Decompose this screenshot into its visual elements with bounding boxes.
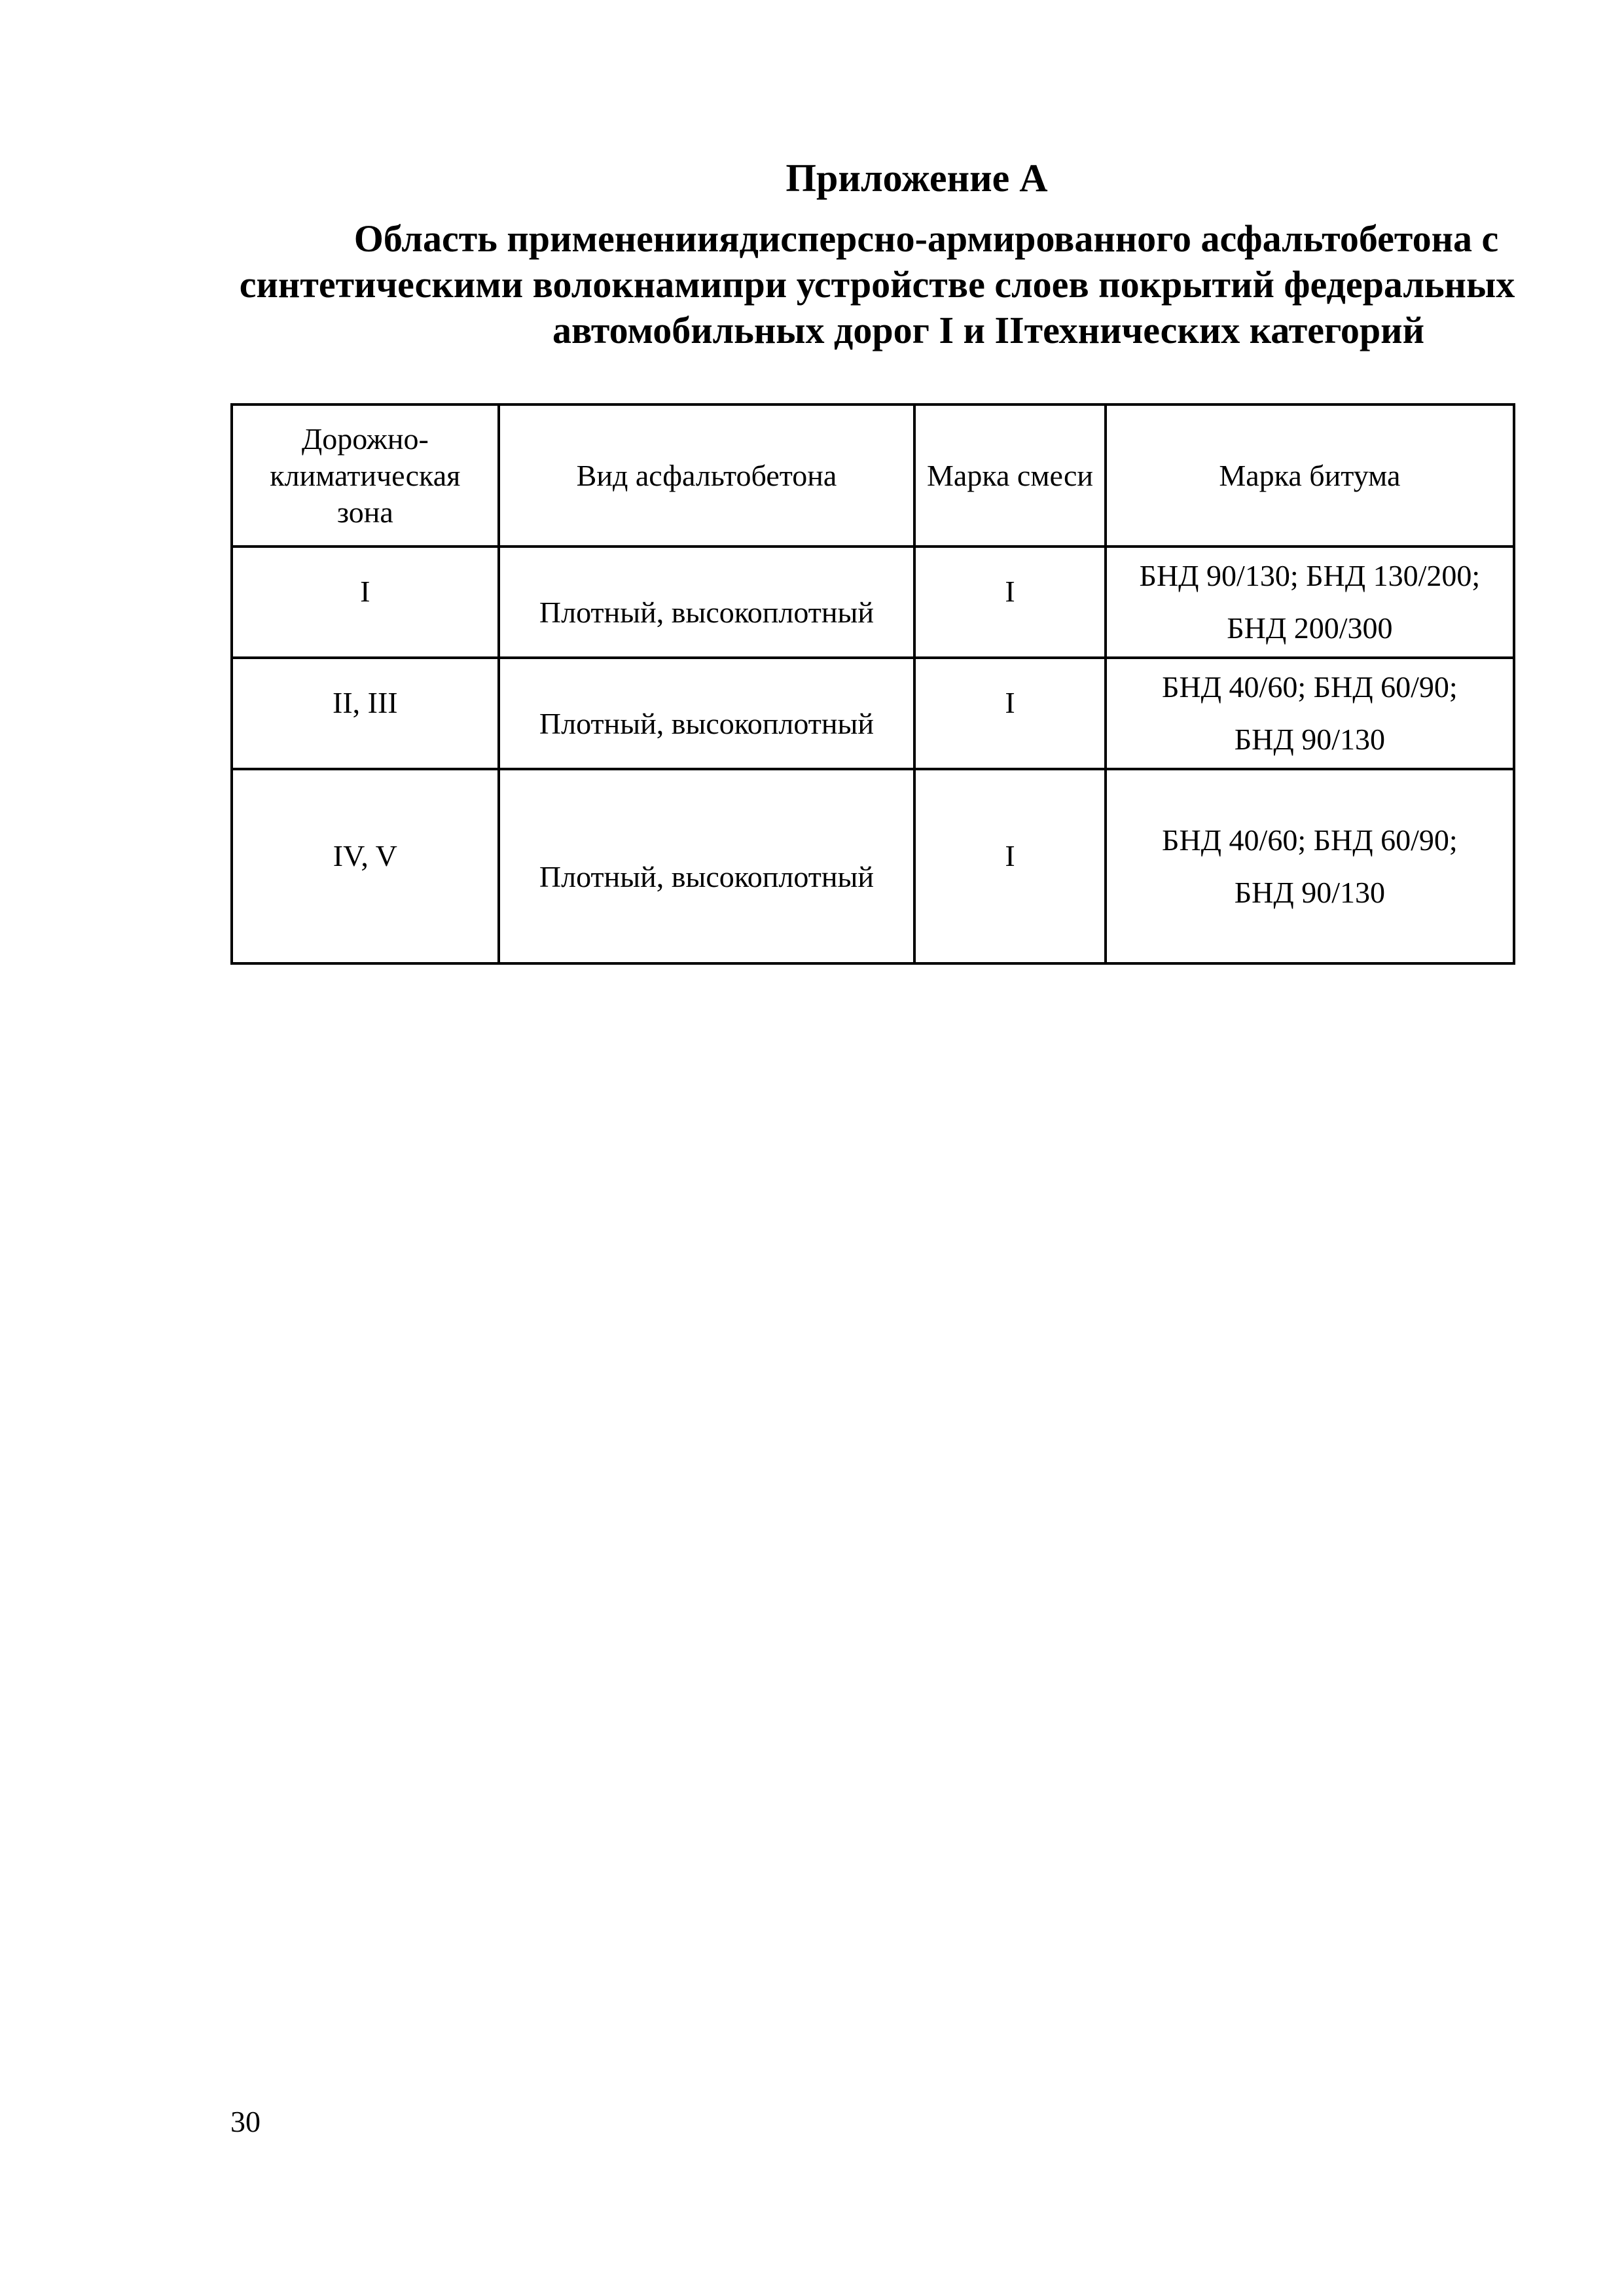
header-climatic-zone [232,404,499,547]
zone-value: II, III [333,686,398,719]
header-zone-line-2: климатическая [270,458,461,492]
table-row [232,658,1514,769]
cell-mix-grade [914,547,1105,658]
bitumen-line-2: БНД 200/300 [1227,611,1393,645]
bitumen-line-1: БНД 40/60; БНД 60/90; [1162,670,1458,704]
mix-grade-value: I [1005,575,1015,608]
zone-value: IV, V [333,838,397,872]
heading-line-1: Область примененииядисперсно-армированного асфальтобетона с [353,217,1499,260]
bitumen-line-1: БНД 40/60; БНД 60/90; [1162,823,1458,857]
heading-line-2: синтетическими волокнамипри устройстве слоев покрытий федеральных [239,263,1515,306]
header-bitumen-grade: Марка битума [1106,404,1514,547]
asphalt-type-value: Плотный, высокоплотный [539,707,874,740]
cell-asphalt-type [499,769,915,963]
bitumen-grade-table [230,403,1515,965]
cell-bitumen-grade [1106,769,1514,963]
bitumen-line-1: БНД 90/130; БНД 130/200; [1139,559,1481,592]
cell-mix-grade [914,769,1105,963]
document-heading [236,216,1519,353]
asphalt-type-value: Плотный, высокоплотный [539,596,874,629]
cell-asphalt-type [499,547,915,658]
bitumen-line-2: БНД 90/130 [1234,875,1386,909]
table-header-row [232,404,1514,547]
cell-zone [232,658,499,769]
header-mix-grade: Марка смеси [914,404,1105,547]
cell-bitumen-grade [1106,658,1514,769]
page-number: 30 [230,2105,261,2138]
cell-mix-grade [914,658,1105,769]
appendix-title: Приложение А [785,156,1048,200]
header-zone-line-1: Дорожно- [301,422,429,456]
table-row [232,769,1514,963]
cell-asphalt-type [499,658,915,769]
table-row [232,547,1514,658]
cell-bitumen-grade [1106,547,1514,658]
header-zone-line-3: зона [336,495,393,529]
header-asphalt-type: Вид асфальтобетона [499,404,915,547]
asphalt-type-value: Плотный, высокоплотный [539,859,874,893]
mix-grade-value: I [1005,686,1015,719]
zone-value: I [360,575,370,608]
cell-zone [232,547,499,658]
cell-zone [232,769,499,963]
heading-line-3: автомобильных дорог I и IIтехнических категорий [552,309,1425,351]
mix-grade-value: I [1005,838,1015,872]
bitumen-line-2: БНД 90/130 [1234,723,1386,756]
